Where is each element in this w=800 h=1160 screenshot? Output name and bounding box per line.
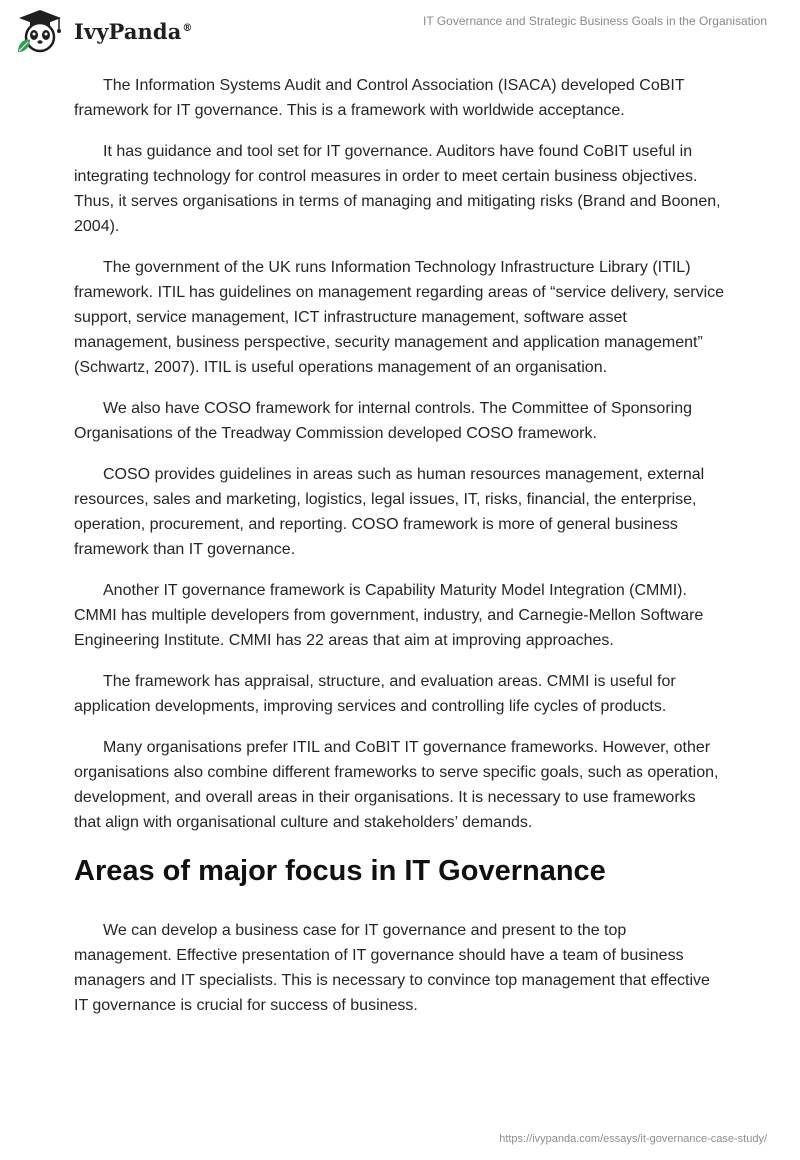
- document-title: IT Governance and Strategic Business Goals in the Organisation: [423, 14, 767, 28]
- panda-graduate-icon: [14, 8, 66, 54]
- ivypanda-logo[interactable]: [14, 8, 193, 54]
- article-body: [74, 73, 726, 1034]
- paragraph: The Information Systems Audit and Control Association (ISACA) developed CoBIT framework for IT governance. This is a framework with worldwide acceptance.: [74, 77, 685, 119]
- paragraph: COSO provides guidelines in areas such as human resources management, external resources, sales and marketing, logistics, legal issues, IT, risks, financial, the enterprise, operation, procurement, and reporting. COSO framework is more of general business framework than IT governance.: [74, 466, 705, 558]
- page-header: [0, 0, 800, 60]
- paragraph: We can develop a business case for IT governance and present to the top management. Effective presentation of IT governance should have a team of business managers and IT specialists. This is necessary to convince top management that effective IT governance is crucial for success of business.: [74, 922, 710, 1014]
- paragraph: The framework has appraisal, structure, and evaluation areas. CMMI is useful for application developments, improving services and controlling life cycles of products.: [74, 673, 676, 715]
- source-url[interactable]: https://ivypanda.com/essays/it-governance-case-study/: [499, 1133, 767, 1145]
- section-heading: Areas of major focus in IT Governance: [74, 855, 606, 887]
- paragraph: We also have COSO framework for internal controls. The Committee of Sponsoring Organisations of the Treadway Commission developed COSO framework.: [74, 400, 692, 442]
- paragraph: Another IT governance framework is Capability Maturity Model Integration (CMMI). CMMI has multiple developers from government, industry, and Carnegie-Mellon Software Engineering Institute. CMMI has 22 areas that aim at improving approaches.: [74, 582, 704, 649]
- paragraph: It has guidance and tool set for IT governance. Auditors have found CoBIT useful in integrating technology for control measures in order to meet certain business objectives. Thus, it serves organisations in terms of managing and mitigating risks (Brand and Boonen, 2004).: [74, 143, 721, 235]
- paragraph: The government of the UK runs Information Technology Infrastructure Library (ITIL) framework. ITIL has guidelines on management regarding areas of “service delivery, service support, service management, ICT infrastructure management, software asset management, business perspective, security management and application management” (Schwartz, 2007). ITIL is useful operations management of an organisation.: [74, 259, 725, 376]
- paragraph: Many organisations prefer ITIL and CoBIT IT governance frameworks. However, other organisations also combine different frameworks to serve specific goals, such as operation, development, and overall areas in their organisations. It is necessary to use frameworks that align with organisational culture and stakeholders’ demands.: [74, 739, 719, 831]
- brand-name: IvyPanda®: [74, 18, 193, 44]
